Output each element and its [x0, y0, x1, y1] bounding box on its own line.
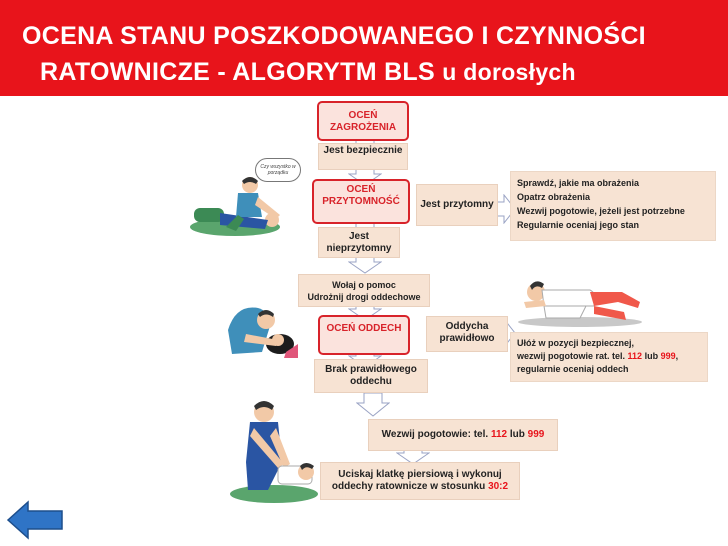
- open-airway-label: Udrożnij drogi oddechowe: [307, 292, 421, 302]
- title-line-2: [40, 58, 576, 87]
- call-emergency-or: lub: [509, 429, 525, 440]
- no-breathing-label: Brak prawidłowego oddechu: [325, 364, 417, 387]
- call-emergency-112: 112: [490, 429, 508, 440]
- breathing-info-line-3: regularnie oceniaj oddech: [517, 364, 629, 374]
- assess-breathing-label: OCEŃ ODDECH: [326, 323, 402, 334]
- recovery-position-illustration: [510, 272, 650, 330]
- breathing-info-line-1: Ułóż w pozycji bezpiecznej,: [517, 338, 635, 348]
- cpr-box: [320, 462, 520, 500]
- conscious-info-box: [510, 171, 716, 241]
- rescuer-checking-consciousness-illustration: [180, 175, 300, 240]
- conscious-info-line-2: Opatrz obrażenia: [517, 192, 591, 202]
- conscious-info-line-1: Sprawdź, jakie ma obrażenia: [517, 178, 640, 188]
- assess-danger-box: [317, 101, 409, 141]
- is-safe-label: Jest bezpiecznie: [323, 145, 403, 156]
- unconscious-box: [318, 227, 400, 258]
- call-emergency-999: 999: [527, 429, 545, 440]
- no-breathing-box: [314, 359, 428, 393]
- title-line-1: OCENA STANU POSZKODOWANEGO I CZYNNOŚCI: [22, 22, 646, 50]
- arrow-down-4: [348, 256, 382, 274]
- breathing-info-comma: ,: [675, 351, 679, 361]
- breathing-info-999: 999: [660, 351, 676, 361]
- call-emergency-prefix: Wezwij pogotowie: tel.: [381, 429, 489, 440]
- breathing-info-prefix: wezwij pogotowie rat. tel.: [517, 351, 626, 361]
- call-help-label: Wołaj o pomoc: [332, 280, 396, 290]
- title-line-2-small: u dorosłych: [442, 59, 576, 85]
- call-help-box: [298, 274, 430, 307]
- title-line-2-main: RATOWNICZE - ALGORYTM BLS: [40, 58, 435, 86]
- assess-breathing-box: [318, 315, 410, 355]
- cpr-ratio: 30:2: [488, 481, 509, 492]
- assess-consciousness-label: OCEŃ PRZYTOMNOŚĆ: [322, 184, 400, 207]
- conscious-label: Jest przytomny: [420, 199, 494, 210]
- assess-danger-label: OCEŃ ZAGROŻENIA: [329, 110, 397, 133]
- is-safe-box: [318, 143, 408, 170]
- conscious-box: [416, 184, 498, 226]
- breathing-info-112: 112: [627, 351, 643, 361]
- speech-bubble-text: Czy wszystko w porządku: [260, 164, 296, 176]
- arrow-down-7: [356, 393, 390, 417]
- breathing-ok-box: [426, 316, 508, 352]
- breathing-info-line-2: [517, 350, 701, 363]
- cpr-illustration: [228, 398, 320, 506]
- title-banner: [0, 0, 728, 96]
- back-arrow-icon[interactable]: [6, 500, 66, 540]
- assess-consciousness-box: [312, 179, 410, 224]
- cpr-text: Uciskaj klatkę piersiową i wykonuj oddechy ratownicze w stosunku: [331, 469, 502, 492]
- breathing-info-box: [510, 332, 708, 382]
- breathing-info-or: lub: [644, 351, 659, 361]
- unconscious-label: Jest nieprzytomny: [326, 231, 392, 254]
- breathing-check-illustration: [218, 300, 300, 360]
- call-emergency-box: [368, 419, 558, 451]
- conscious-info-line-4: Regularnie oceniaj jego stan: [517, 220, 640, 230]
- breathing-ok-label: Oddycha prawidłowo: [439, 321, 495, 344]
- conscious-info-line-3: Wezwij pogotowie, jeżeli jest potrzebne: [517, 206, 685, 216]
